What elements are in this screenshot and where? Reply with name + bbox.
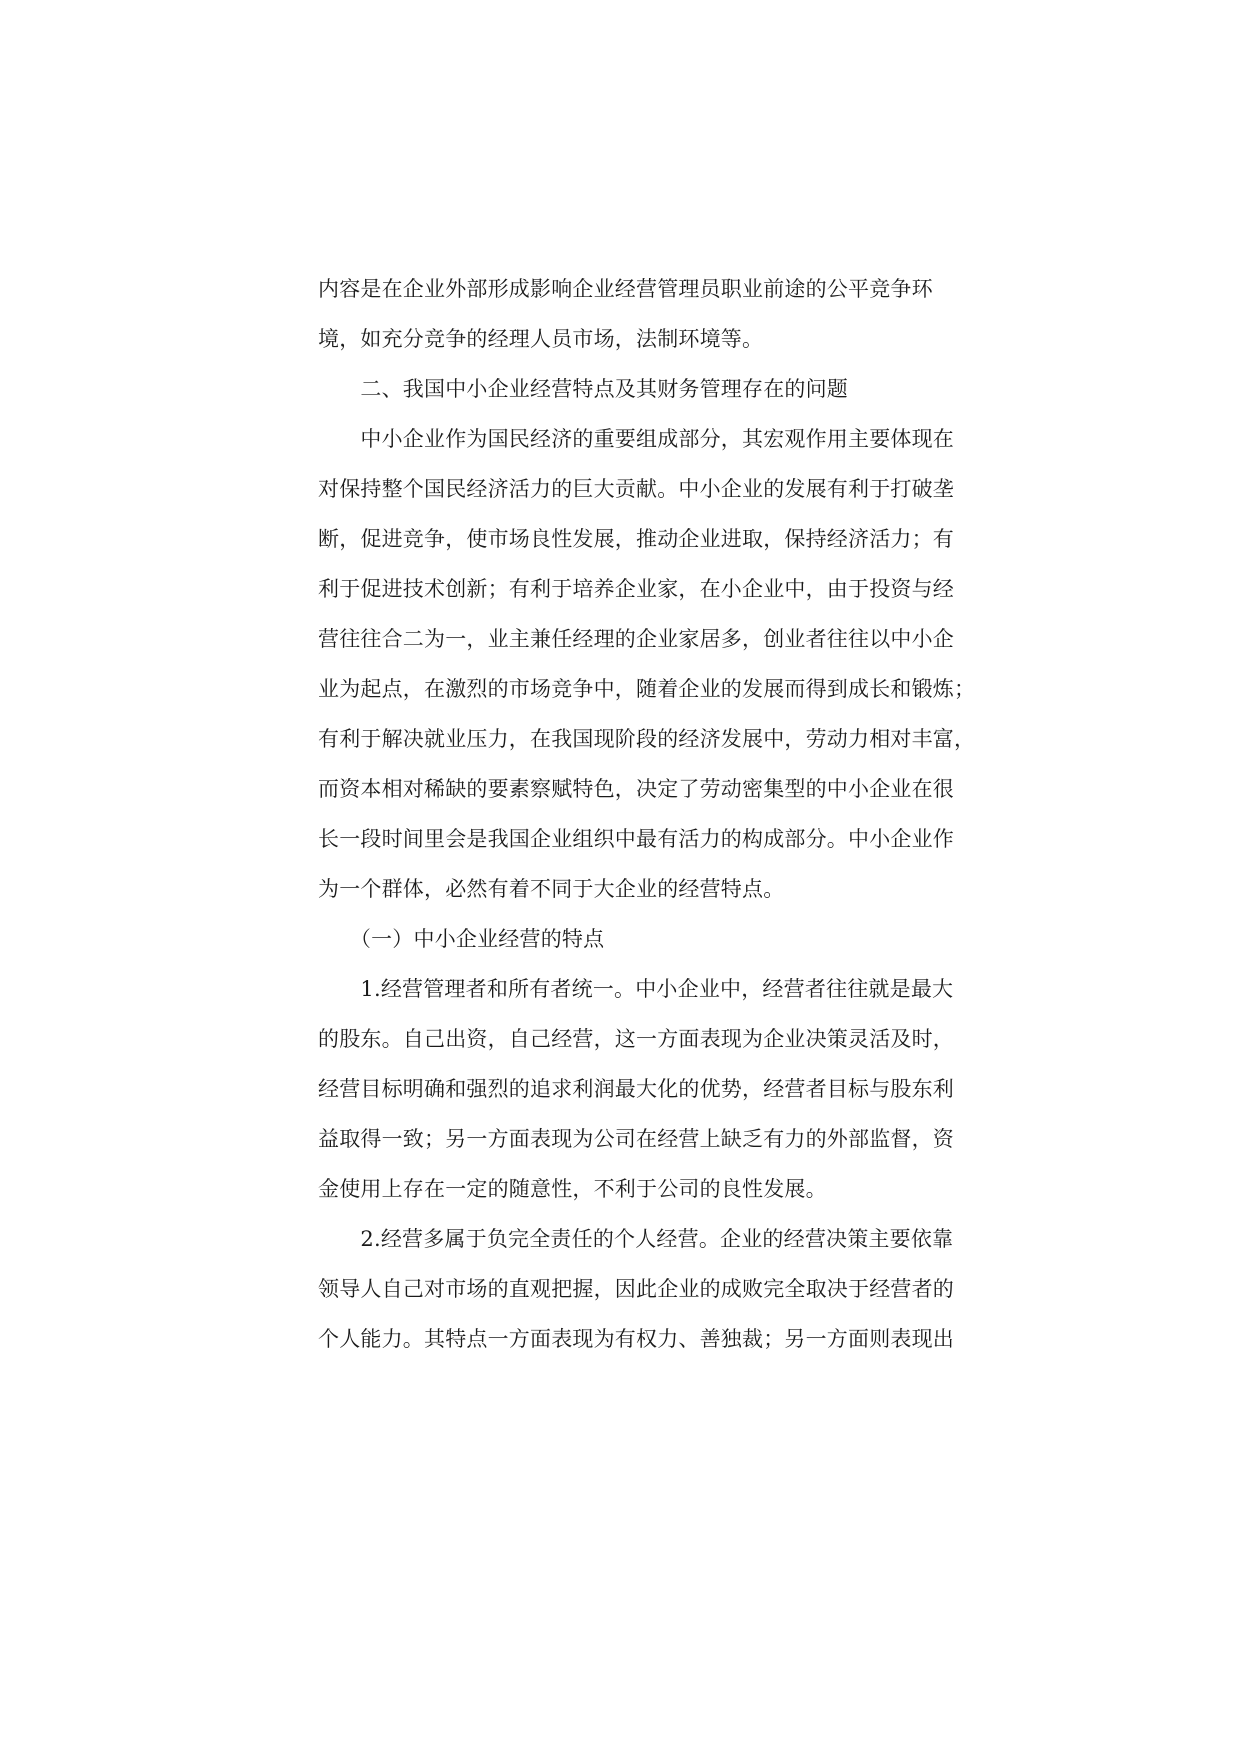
section-heading-text: 二、我国中小企业经营特点及其财务管理存在的问题: [318, 377, 848, 401]
text-line: 长一段时间里会是我国企业组织中最有活力的构成部分。中小企业作: [318, 827, 954, 851]
text-line: 2.经营多属于负完全责任的个人经营。企业的经营决策主要依靠: [318, 1227, 954, 1251]
paragraph-point-1: [318, 964, 954, 1214]
subsection-heading-text: （一）中小企业经营的特点: [318, 927, 605, 951]
paragraph-point-2: [318, 1214, 954, 1364]
text-line: 1.经营管理者和所有者统一。中小企业中，经营者往往就是最大: [318, 977, 954, 1001]
text-line: 业为起点，在激烈的市场竞争中，随着企业的发展而得到成长和锻炼；: [318, 677, 976, 701]
text-line: 中小企业作为国民经济的重要组成部分，其宏观作用主要体现在: [318, 427, 954, 451]
text-line: 经营目标明确和强烈的追求利润最大化的优势，经营者目标与股东利: [318, 1077, 954, 1101]
text-line: 个人能力。其特点一方面表现为有权力、善独裁；另一方面则表现出: [318, 1327, 954, 1351]
text-line: 利于促进技术创新；有利于培养企业家，在小企业中，由于投资与经: [318, 577, 954, 601]
text-line: 为一个群体，必然有着不同于大企业的经营特点。: [318, 877, 785, 901]
paragraph-section-body: [318, 414, 976, 914]
text-line: 断，促进竞争，使市场良性发展，推动企业进取，保持经济活力；有: [318, 527, 954, 551]
text-line: 而资本相对稀缺的要素察赋特色，决定了劳动密集型的中小企业在很: [318, 777, 954, 801]
paragraph-intro-continuation: [318, 264, 933, 364]
section-heading: [318, 364, 926, 414]
text-line: 益取得一致；另一方面表现为公司在经营上缺乏有力的外部监督，资: [318, 1127, 954, 1151]
text-line: 金使用上存在一定的随意性，不利于公司的良性发展。: [318, 1177, 827, 1201]
text-line: 内容是在企业外部形成影响企业经营管理员职业前途的公平竞争环: [318, 277, 933, 301]
subsection-heading: [318, 914, 926, 964]
text-line: 营往往合二为一，业主兼任经理的企业家居多，创业者往往以中小企: [318, 627, 954, 651]
text-line: 对保持整个国民经济活力的巨大贡献。中小企业的发展有利于打破垄: [318, 477, 954, 501]
text-line: 有利于解决就业压力，在我国现阶段的经济发展中，劳动力相对丰富，: [318, 727, 976, 751]
text-line: 领导人自己对市场的直观把握，因此企业的成败完全取决于经营者的: [318, 1277, 954, 1301]
text-line: 的股东。自己出资，自己经营，这一方面表现为企业决策灵活及时，: [318, 1027, 954, 1051]
text-line: 境，如充分竞争的经理人员市场，法制环境等。: [318, 327, 764, 351]
document-body: [318, 264, 976, 1364]
